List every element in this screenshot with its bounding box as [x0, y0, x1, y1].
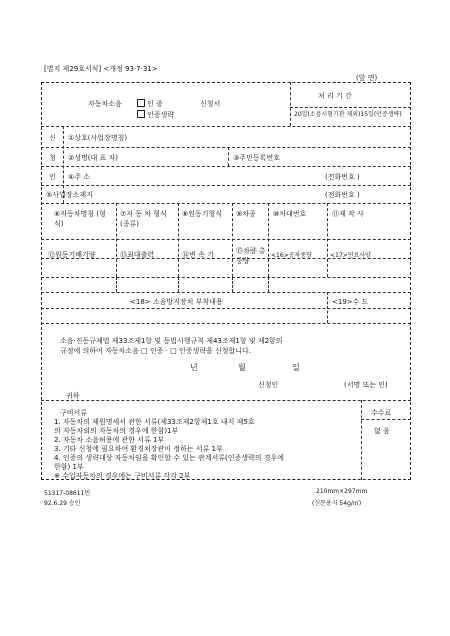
divider [41, 185, 411, 186]
applicant-side-label-2: 청 [49, 154, 56, 162]
date-year: 년 [190, 363, 198, 372]
fee-label: 수수료 [371, 409, 392, 417]
divider-v [268, 203, 269, 277]
applicant-signature-label: 신청인 [258, 381, 279, 389]
applicant-phone-label: (전화번호 ) [325, 173, 360, 181]
addressee-label: 귀하 [66, 392, 80, 400]
divider-v [232, 203, 233, 277]
page-side-label: (앞 면) [356, 74, 378, 82]
divider [41, 400, 411, 401]
vehicle-class-label: ⑨차종 [236, 210, 256, 218]
divider [41, 308, 411, 309]
declaration-line-1: 소음·진동규제법 제33조제1항 및 동법시행규칙 제43조제1항 및 제2항의 [60, 337, 283, 345]
divider-v [290, 82, 291, 126]
fuel-spec-label: <17>연료사양 [330, 252, 371, 259]
divider-v [178, 203, 179, 277]
footer-approval: 92.6.29 승인 [44, 500, 81, 507]
displacement-label: ⑫원동기배기량 [48, 251, 96, 259]
resident-number-label: ③주민등록번호 [233, 154, 280, 162]
divider-v [268, 277, 269, 292]
company-name-label: ①상호(사업장명칭) [68, 134, 128, 142]
option-certification[interactable]: 인 증 [137, 99, 163, 109]
doc-item: 한함) 1부 [54, 463, 84, 471]
applicant-side-label-3: 인 [49, 173, 56, 181]
date-day: 일 [292, 363, 300, 372]
curb-weight-label: <16>공차중량 [271, 252, 312, 259]
footer-code: 51317-08611민 [44, 490, 91, 497]
vehicle-type-label: ⑦자 동 차 형식(종류) [120, 210, 167, 228]
manufacturer-label: ⑪제 작 사 [332, 210, 364, 218]
noise-device-label: <18> 소음방지장치 부착내용 [130, 298, 223, 306]
sign-or-seal-label: (서명 또는 인) [344, 381, 388, 389]
doc-item: 3. 기타 신청에 필요하여 환경처장관이 정하는 서류 1부 [54, 445, 223, 453]
divider [41, 203, 411, 204]
divider-v [232, 277, 233, 292]
workplace-phone-label: (전화번호 ) [325, 191, 360, 199]
doc-item: ※ 수입자동차의 경우에는 구비서류 각각 2부 [54, 472, 191, 480]
divider-v [327, 292, 328, 323]
doc-item: 4. 인증의 생략대상 자동차임을 확인할 수 있는 관계서류(인증생략의 경우에 [54, 454, 285, 462]
doc-item: 의 자동차외의 자동차의 경우에 한함)1부 [54, 427, 179, 435]
divider [41, 166, 411, 167]
processing-period: 20일(소음시험기관 제외)15일(인증생략) [294, 111, 402, 118]
footer-paper-type: (신문용지 54g/㎡) [312, 500, 362, 507]
divider [361, 419, 411, 420]
date-month: 월 [238, 363, 246, 372]
divider-v [178, 277, 179, 292]
divider [41, 277, 411, 278]
footer-paper-size: 210mm×297mm [316, 488, 368, 495]
divider-v [361, 400, 362, 480]
vehicle-name-label: ⑥자동차명칭 (형 식) [54, 210, 106, 228]
doc-item: 2. 자동차 소음허용에 관한 서류 1부 [54, 436, 165, 444]
max-output-label: ⑬최대출력 [120, 251, 155, 259]
quantity-label: <19>수 도 [332, 298, 369, 306]
fee-value: 없 음 [374, 427, 390, 435]
form-number: [별지 제29호서식] <개정 93·7·31> [44, 65, 158, 73]
divider [41, 147, 411, 148]
divider-v [327, 203, 328, 277]
transmission-label: ⑭변 속 기 [182, 251, 214, 259]
option-certification-omitted[interactable]: 인증생략 [137, 110, 174, 120]
divider-v [116, 277, 117, 292]
engine-type-label: ⑧원동기형식 [182, 210, 223, 218]
gross-weight-label: ⑮차량 총중량 [236, 247, 266, 265]
processing-label: 처 리 기 간 [318, 92, 352, 100]
declaration-line-2: 규정에 의하여 자동차소음 □ 인증 · □ 인증생략을 신청합니다. [60, 347, 252, 355]
divider [41, 126, 411, 127]
divider [41, 323, 411, 324]
divider-v [228, 147, 229, 166]
title-prefix: 자동차소음 [88, 100, 122, 108]
divider [41, 239, 411, 240]
checkbox-certification[interactable] [137, 99, 145, 107]
workplace-label: ⑤사업장소재지 [46, 191, 93, 199]
chassis-number-label: ⑩차대번호 [273, 210, 307, 218]
divider [41, 292, 411, 293]
applicant-side-label-1: 신 [49, 134, 56, 142]
representative-label: ②성명(대 표 자) [68, 154, 118, 162]
required-docs-title: 구비서류 [60, 409, 88, 417]
divider-v [116, 203, 117, 277]
doc-item: 1. 자동차의 제원명세서 관한 서류(제33조제2항제1호 내지 제5호 [54, 418, 255, 426]
address-label: ④주 소 [68, 173, 91, 181]
divider [290, 107, 411, 108]
title-suffix: 신청서 [200, 100, 221, 108]
checkbox-omitted[interactable] [137, 110, 145, 118]
